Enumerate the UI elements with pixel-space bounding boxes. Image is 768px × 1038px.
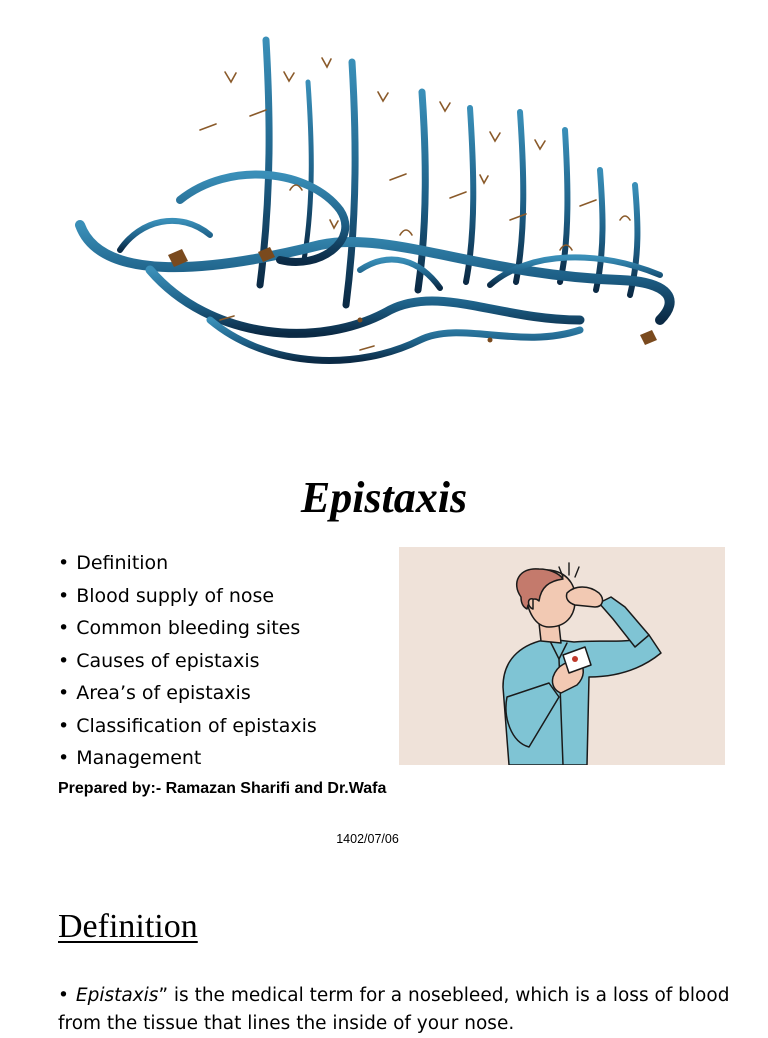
topic-item-causes: • Causes of epistaxis xyxy=(58,645,317,678)
topic-item-blood-supply: • Blood supply of nose xyxy=(58,580,317,613)
topic-item-definition: • Definition xyxy=(58,547,317,580)
topic-item-areas: • Area’s of epistaxis xyxy=(58,677,317,710)
presentation-date: 1402/07/06 xyxy=(336,832,399,846)
man-pinching-nose-icon xyxy=(399,547,725,765)
stress-lines-icon xyxy=(559,563,579,577)
bismillah-calligraphy xyxy=(60,20,700,400)
definition-paragraph xyxy=(58,982,738,1038)
definition-text: ” is the medical term for a nosebleed, which is a loss of blood from the tissue that lines the inside of your nose. xyxy=(58,985,730,1034)
calligraphy-strokes xyxy=(80,40,670,360)
definition-heading: Definition xyxy=(58,908,198,945)
bullet-icon: • xyxy=(58,985,69,1006)
prepared-by-credit: Prepared by:- Ramazan Sharifi and Dr.Wafa xyxy=(58,780,387,797)
topic-list xyxy=(58,547,317,775)
nosebleed-illustration xyxy=(399,547,725,765)
topic-item-classification: • Classification of epistaxis xyxy=(58,710,317,743)
definition-term: Epistaxis xyxy=(75,985,159,1006)
topic-item-management: • Management xyxy=(58,742,317,775)
presentation-title: Epistaxis xyxy=(300,473,468,522)
topic-item-bleeding-sites: • Common bleeding sites xyxy=(58,612,317,645)
